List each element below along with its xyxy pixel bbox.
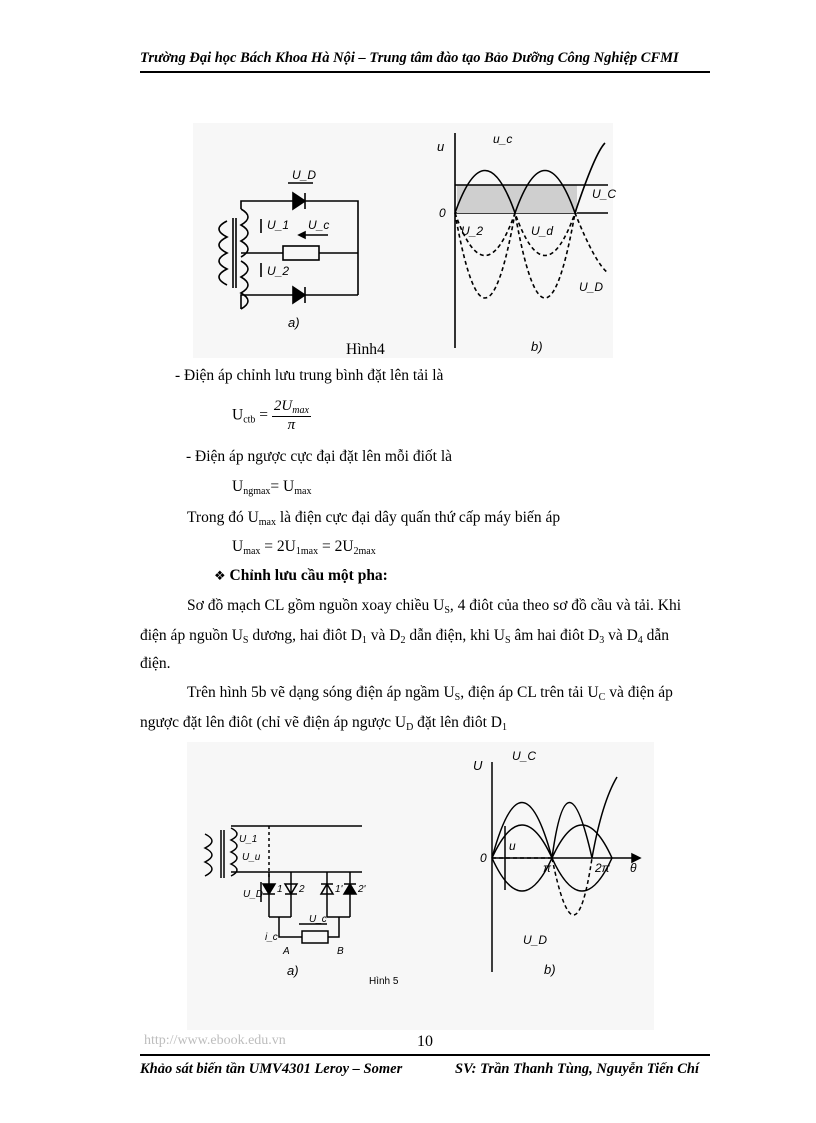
fig4-label-uc: U_c: [308, 218, 330, 232]
formula-uctb-num-sub: max: [292, 405, 309, 416]
p2-a: điện áp nguồn U: [140, 627, 243, 644]
p2-sub3: 2: [400, 635, 406, 646]
footer-rule: [140, 1054, 710, 1056]
p5-a: ngược đặt lên điôt (chỉ vẽ điện áp ngược U: [140, 714, 407, 731]
section-heading: [214, 567, 388, 585]
formula-uctb-num: 2U: [273, 398, 293, 414]
p5-b: đặt lên điôt D: [413, 714, 502, 731]
fig4-label-u: u: [437, 139, 445, 154]
fig5-caption: Hình 5: [369, 976, 399, 987]
figure-5-waveform: [492, 762, 640, 972]
fig5-label-ud: U_D: [243, 889, 264, 900]
fig5-label-b: b): [544, 962, 556, 977]
p2-f: và D: [604, 627, 638, 644]
p4-b: , điện áp CL trên tải U: [460, 684, 599, 701]
line-reverse-voltage: - Điện áp ngược cực đại đặt lên mỗi điốt là: [186, 448, 453, 465]
p2-sub4: S: [504, 635, 511, 646]
diamond-bullet-icon: ❖: [214, 569, 226, 584]
f3-b-sub: 1max: [295, 546, 319, 557]
f2-a-sub: ngmax: [243, 486, 271, 497]
p2-b: dương, hai điôt D: [248, 627, 362, 644]
fig4-label-uc-band: U_C: [592, 187, 617, 201]
formula-uctb-lhs: U: [232, 406, 244, 424]
fig5-label-2p: 2': [358, 884, 366, 895]
fig5-label-2: 2: [299, 884, 305, 895]
p4-a: Trên hình 5b vẽ dạng sóng điện áp ngầm U: [187, 684, 455, 701]
p4-c: và điện áp: [605, 684, 673, 701]
para-line-4: [187, 684, 673, 703]
p2-sub6: 4: [637, 635, 643, 646]
f2-a: U: [232, 478, 244, 495]
p2-g: dẫn: [642, 627, 670, 644]
p2-sub1: S: [242, 635, 249, 646]
f3-c: = 2U: [318, 538, 354, 555]
fig5-label-zero: 0: [480, 851, 487, 865]
para-line-1: [187, 597, 681, 616]
fig5-label-ic: i_c: [265, 932, 278, 943]
formula-uctb-frac: [272, 398, 311, 434]
formula-uctb-den: π: [287, 417, 296, 433]
figure-5: [187, 742, 654, 1030]
page-header: Trường Đại học Bách Khoa Hà Nội – Trung tâm đào tạo Bảo Dưỡng Công Nghiệp CFMI: [140, 50, 679, 66]
fig4-label-u2: U_2: [267, 264, 290, 278]
para-line-5: [140, 714, 507, 733]
p4-sub2: C: [598, 692, 606, 703]
p1-b: , 4 điôt của theo sơ đồ cầu và tải. Khi: [449, 597, 682, 614]
fig5-label-1: 1: [277, 884, 283, 895]
l3-b: là điện cực đại dây quấn thứ cấp máy biến áp: [276, 509, 561, 526]
p2-sub5: 3: [599, 635, 605, 646]
figure-4-waveform: [455, 133, 608, 348]
figure-4-drawing: [193, 123, 617, 358]
p2-sub2: 1: [361, 635, 367, 646]
figure-4-caption: Hình4: [346, 341, 385, 358]
fig4-label-u1: U_1: [267, 218, 290, 232]
para-line-3: điện.: [140, 655, 171, 672]
fig5-label-uu: U_u: [242, 852, 261, 863]
fig4-label-zero: 0: [439, 206, 446, 220]
p4-sub1: S: [454, 692, 461, 703]
line-where: [187, 509, 560, 528]
fig5-label-pi: π: [543, 861, 552, 875]
fig5-label-2pi: 2π: [595, 861, 610, 875]
f3-c-sub: 2max: [353, 546, 376, 557]
fig5-label-1p: 1': [335, 884, 343, 895]
fig5-label-uc-wave: U_C: [512, 749, 537, 763]
p5-sub1: D: [406, 722, 414, 733]
l3-sub: max: [258, 517, 276, 528]
footer-left: Khảo sát biến tần UMV4301 Leroy – Somer: [140, 1061, 403, 1077]
footer-right: SV: Trần Thanh Tùng, Nguyễn Tiến Chí: [455, 1061, 700, 1077]
l3-a: Trong đó U: [187, 509, 259, 526]
formula-uctb: [232, 398, 311, 434]
fig4-label-ud-neg: U_D: [579, 280, 604, 294]
p2-d: dẫn điện, khi U: [405, 627, 505, 644]
f3-a: U: [232, 538, 244, 555]
fig5-label-u1: U_1: [239, 834, 258, 845]
header-rule: [140, 71, 710, 73]
fig5-label-uc: U_c: [309, 914, 327, 925]
p2-c: và D: [366, 627, 401, 644]
f3-a-sub: max: [243, 546, 261, 557]
watermark: http://www.ebook.edu.vn: [144, 1033, 286, 1048]
section-heading-text: Chỉnh lưu cầu một pha:: [229, 567, 388, 584]
formula-uctb-sub: ctb: [243, 414, 256, 426]
fig5-label-u: U: [473, 758, 483, 773]
fig5-label-theta: θ: [630, 861, 637, 875]
line-avg-voltage: - Điện áp chỉnh lưu trung bình đặt lên tải là: [175, 367, 444, 384]
formula-umax: [232, 538, 376, 557]
f2-b-sub: max: [294, 486, 312, 497]
fig5-label-ud-wave: U_D: [523, 933, 548, 947]
fig5-label-b-node: B: [337, 946, 344, 957]
fig4-label-uc-wave: u_c: [493, 132, 513, 146]
page-number: 10: [417, 1033, 433, 1050]
fig4-label-ud: U_D: [292, 168, 317, 182]
p1-a: Sơ đồ mạch CL gồm nguồn xoay chiều U: [187, 597, 445, 614]
fig4-label-ud-wave: U_d: [531, 224, 554, 238]
fig4-label-a: a): [288, 315, 300, 330]
fig5-label-a: a): [287, 963, 299, 978]
figure-4-circuit: [219, 183, 358, 309]
formula-ungmax: [232, 478, 311, 497]
f2-eq: = U: [270, 478, 295, 495]
figure-5-drawing: [187, 742, 654, 1030]
f3-b: = 2U: [260, 538, 296, 555]
p1-sub1: S: [444, 605, 450, 616]
figure-4: [193, 123, 617, 358]
fig5-label-a-node: A: [283, 946, 290, 957]
fig5-label-u-small: u: [509, 839, 516, 853]
p2-e: âm hai điôt D: [510, 627, 600, 644]
p5-sub2: 1: [501, 722, 507, 733]
para-line-2: [140, 627, 669, 646]
fig4-label-b: b): [531, 339, 543, 354]
formula-uctb-eq: =: [255, 406, 272, 424]
fig4-label-u2-wave: U_2: [461, 224, 484, 238]
